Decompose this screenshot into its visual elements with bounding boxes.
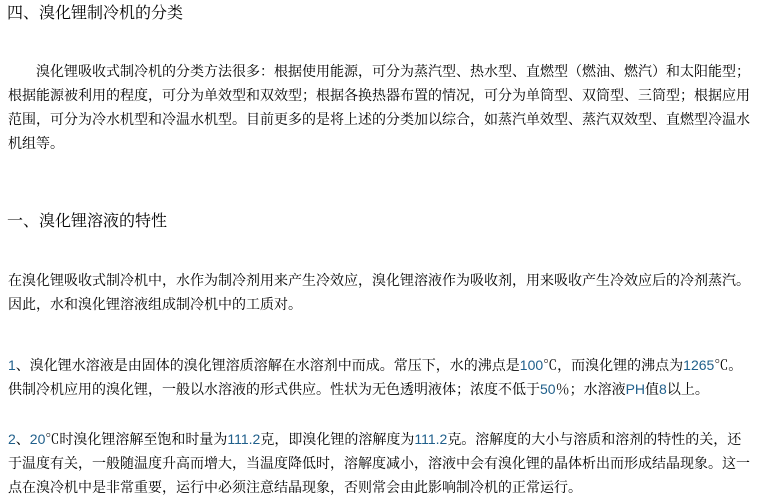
text-line (8, 353, 758, 377)
boiling-point-libr-value: 1265 (683, 357, 715, 373)
text-line: 机组等。 (8, 135, 64, 151)
saturation-amount-value: 111.2 (227, 431, 261, 447)
text-run: 、 (15, 431, 30, 447)
section-title-classification: 四、溴化锂制冷机的分类 (7, 5, 184, 22)
text-line: 溴化锂吸收式制冷机的分类方法很多：根据使用能源，可分为蒸汽型、热水型、直燃型（燃油、燃汽）和太阳能型； (8, 63, 750, 79)
text-line: 于温度有关，一般随温度升高而增大，当温度降低时，溶解度减小，溶液中会有溴化锂的晶体析出而形成结晶现象。这一 (8, 455, 750, 471)
temperature-value: 20 (29, 431, 46, 447)
text-run: ℃，而溴化锂的沸点为 (543, 357, 684, 373)
ph-value: 8 (659, 381, 667, 397)
text-run: 克。溶解度的大小与溶质和溶剂的特性的关，还 (447, 431, 742, 447)
boiling-point-water-value: 100 (519, 357, 544, 373)
item-number-2: 2 (8, 431, 16, 447)
text-line: 在溴化锂吸收式制冷机中，水作为制冷剂用来产生冷效应，溴化锂溶液作为吸收剂，用来吸收产生冷效应后的冷剂蒸汽。 (8, 272, 750, 288)
text-run: 供制冷机应用的溴化锂，一般以水溶液的形式供应。性状为无色透明液体；浓度不低于 (8, 381, 540, 397)
text-run: 、溴化锂水溶液是由固体的溴化锂溶质溶解在水溶剂中而成。常压下，水的沸点是 (15, 357, 520, 373)
concentration-value: 50 (540, 381, 556, 397)
solubility-value: 111.2 (414, 431, 448, 447)
ph-label: PH (625, 381, 646, 397)
text-run: 值 (645, 381, 660, 397)
text-run: 以上。 (666, 381, 709, 397)
paragraph-working-pair (8, 268, 758, 316)
paragraph-point1-solution (8, 353, 758, 401)
text-line: 范围，可分为冷水机型和冷温水机型。目前更多的是将上述的分类加以综合，如蒸汽单效型、蒸汽双效型、直燃型冷温水 (8, 111, 750, 127)
paragraph-point2-solubility (8, 427, 758, 499)
text-run: ％；水溶液 (555, 381, 626, 397)
text-line: 因此，水和溴化锂溶液组成制冷机中的工质对。 (8, 296, 302, 312)
text-line (8, 427, 758, 451)
section-title-solution-properties: 一、溴化锂溶液的特性 (7, 213, 168, 230)
text-line: 根据能源被利用的程度，可分为单效型和双效型；根据各换热器布置的情况，可分为单筒型、双筒型、三筒型；根据应用 (8, 87, 750, 103)
paragraph-classification (8, 59, 758, 155)
text-line (8, 377, 758, 401)
text-run: 克，即溴化锂的溶解度为 (260, 431, 415, 447)
item-number-1: 1 (8, 357, 16, 373)
text-line: 点在溴冷机中是非常重要，运行中必须注意结晶现象，否则常会由此影响制冷机的正常运行。 (8, 479, 582, 495)
text-run: ℃。 (714, 357, 743, 373)
text-run: ℃时溴化锂溶解至饱和时量为 (45, 431, 228, 447)
